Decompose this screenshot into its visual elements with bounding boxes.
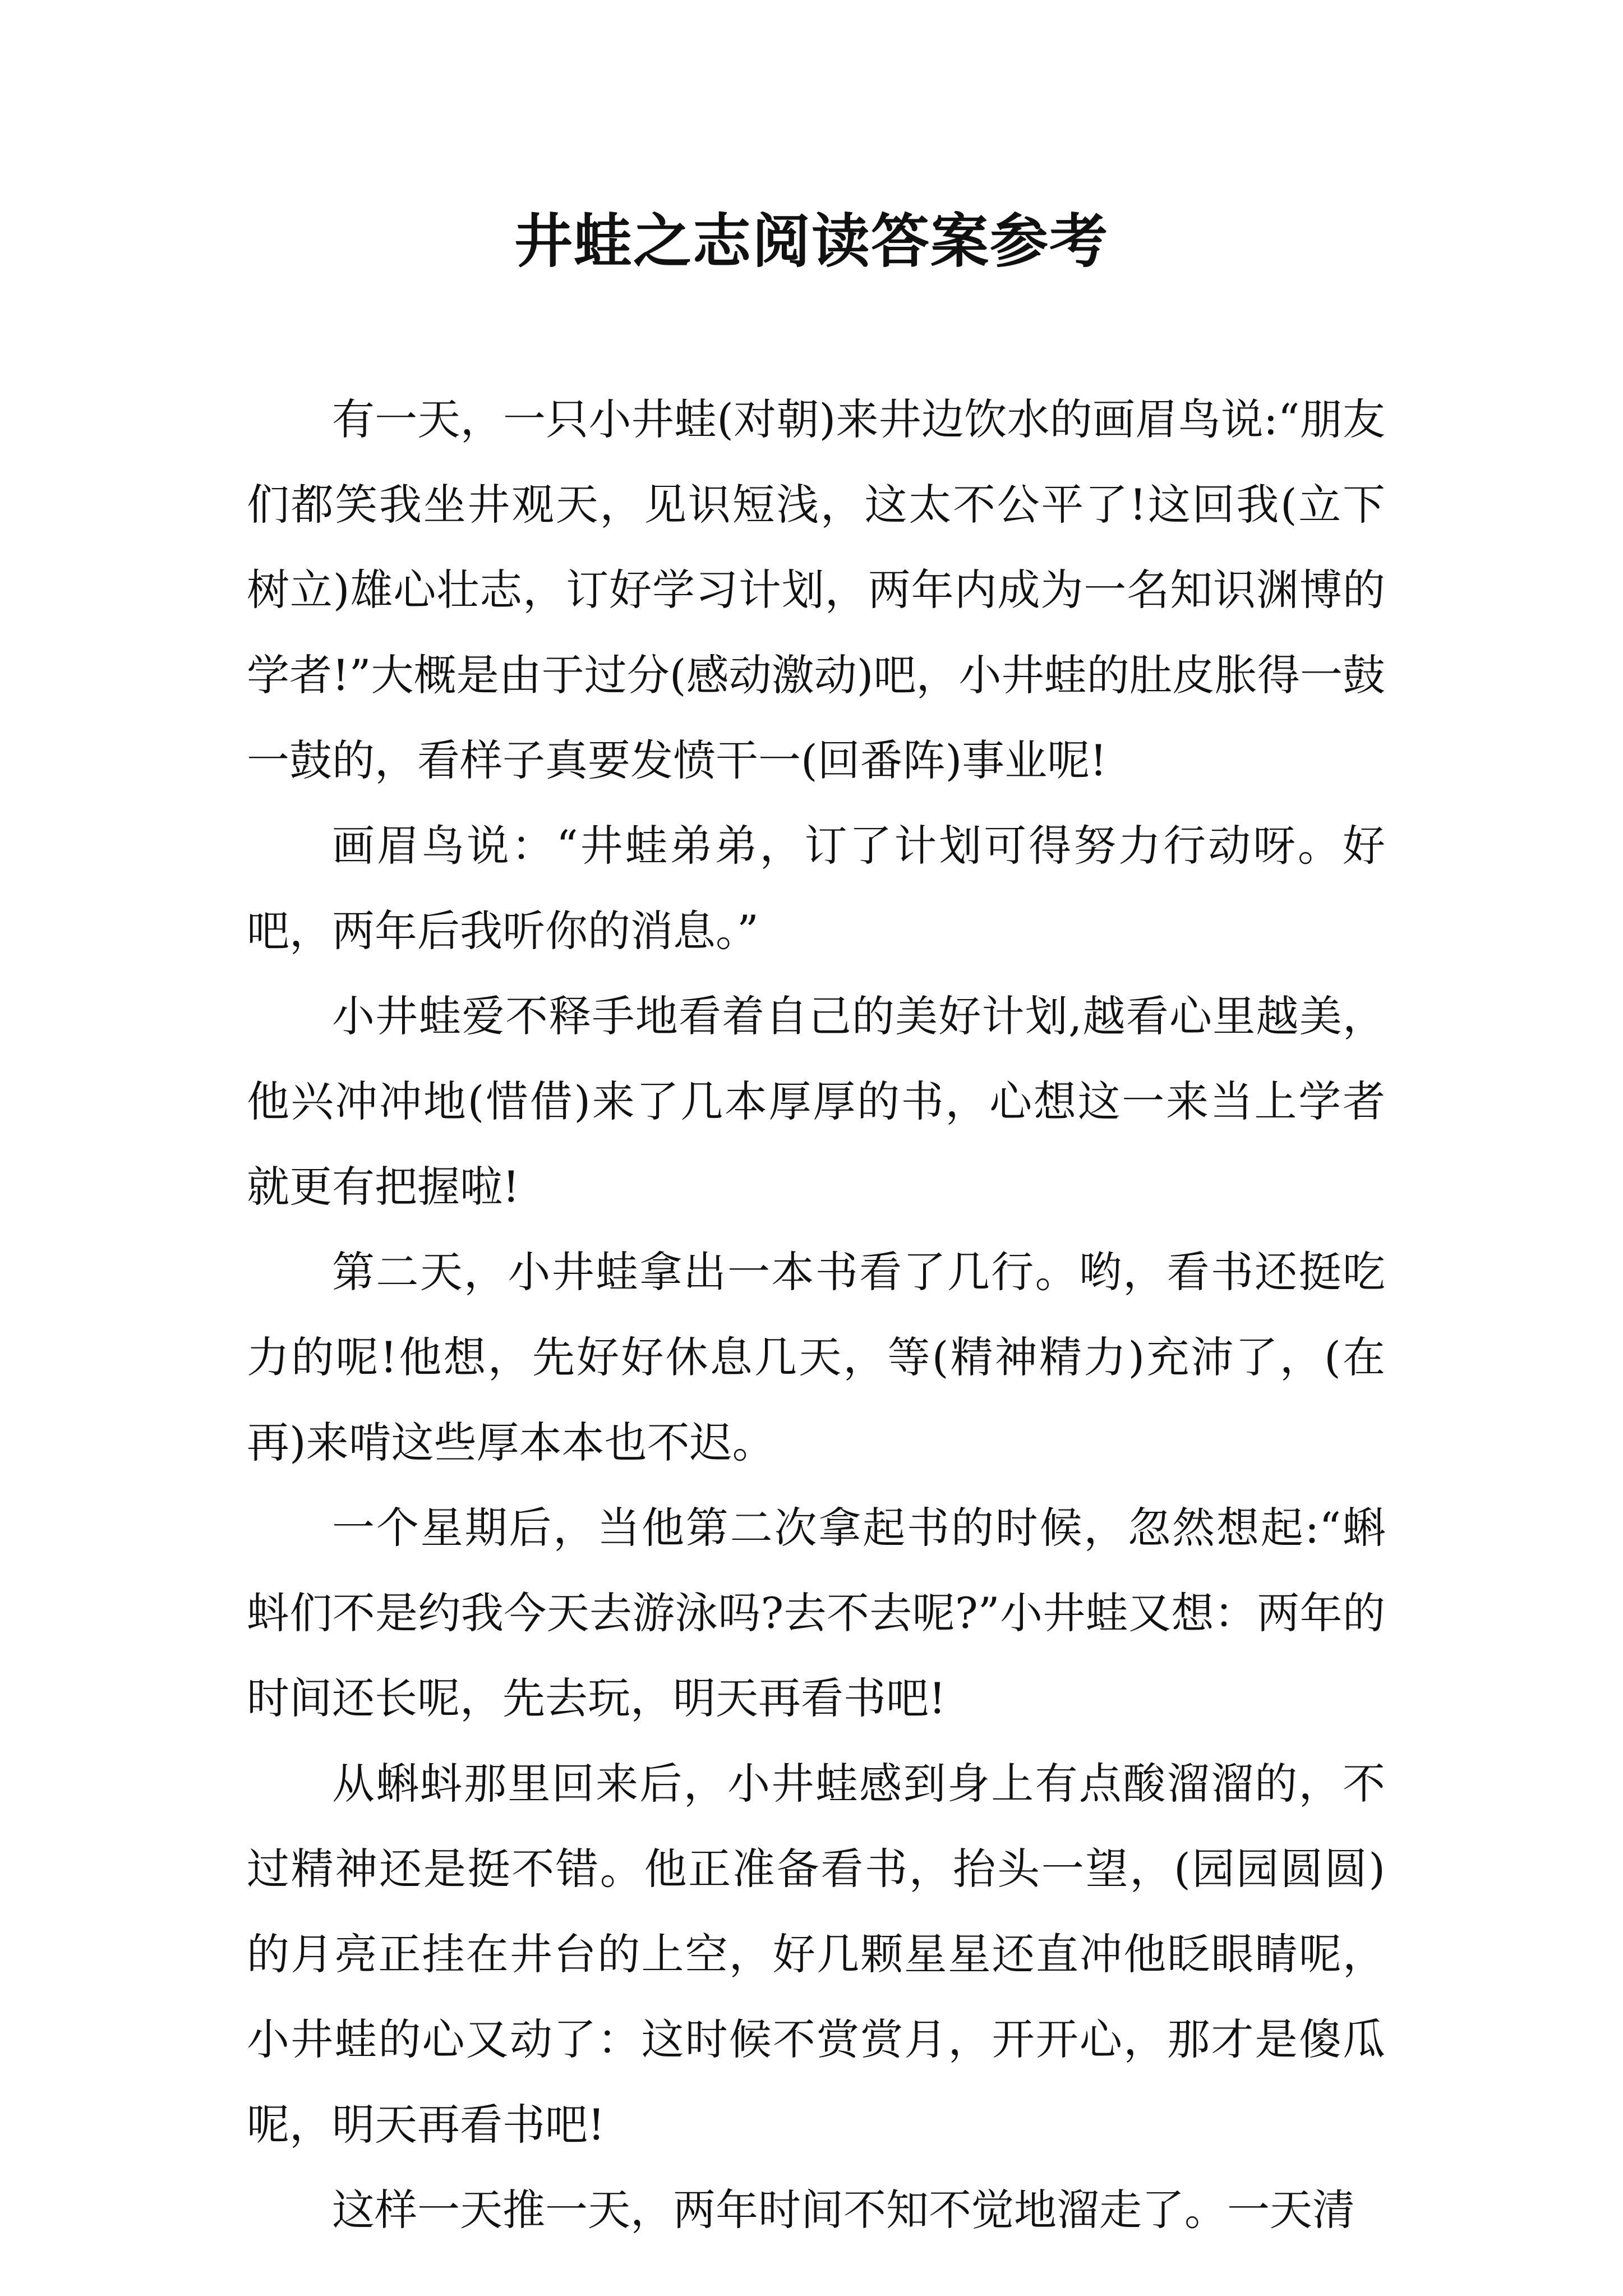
paragraph-3: 小井蛙爱不释手地看着自己的美好计划,越看心里越美，他兴冲冲地(惜借)来了几本厚厚的书，心想这一来当上学者就更有把握啦! [247,991,1385,1212]
paragraph-6: 从蝌蚪那里回来后，小井蛙感到身上有点酸溜溜的，不过精神还是挺不错。他正准备看书，抬头一望，(园园圆圆)的月亮正挂在井台的上空，好几颗星星还直冲他眨眼睛呢，小井蛙的心又动了：这时候不赏赏月，开开心，那才是傻瓜呢，明天再看书吧! [247,1759,1385,2150]
paragraph-7: 这样一天推一天，两年时间不知不觉地溜走了。一天清 [332,2185,1355,2235]
page-title: 井蛙之志阅读答案参考 [514,206,1109,275]
article-body [247,377,1385,2253]
paragraph-5: 一个星期后，当他第二次拿起书的时候，忽然想起:“蝌蚪们不是约我今天去游泳吗?去不去呢?”小井蛙又想：两年的时间还长呢，先去玩，明天再看书吧! [247,1503,1385,1723]
paragraph-4: 第二天，小井蛙拿出一本书看了几行。哟，看书还挺吃力的呢!他想，先好好休息几天，等(精神精力)充沛了，(在再)来啃这些厚本本也不迟。 [247,1247,1385,1467]
paragraph-1: 有一天，一只小井蛙(对朝)来井边饮水的画眉鸟说:“朋友们都笑我坐井观天，见识短浅，这太不公平了!这回我(立下树立)雄心壮志，订好学习计划，两年内成为一名知识渊博的学者!”大概是由于过分(感动激动)吧，小井蛙的肚皮胀得一鼓一鼓的，看样子真要发愤干一(回番阵)事业呢! [247,394,1385,785]
paragraph-2: 画眉鸟说：“井蛙弟弟，订了计划可得努力行动呀。好吧，两年后我听你的消息。” [247,821,1385,956]
